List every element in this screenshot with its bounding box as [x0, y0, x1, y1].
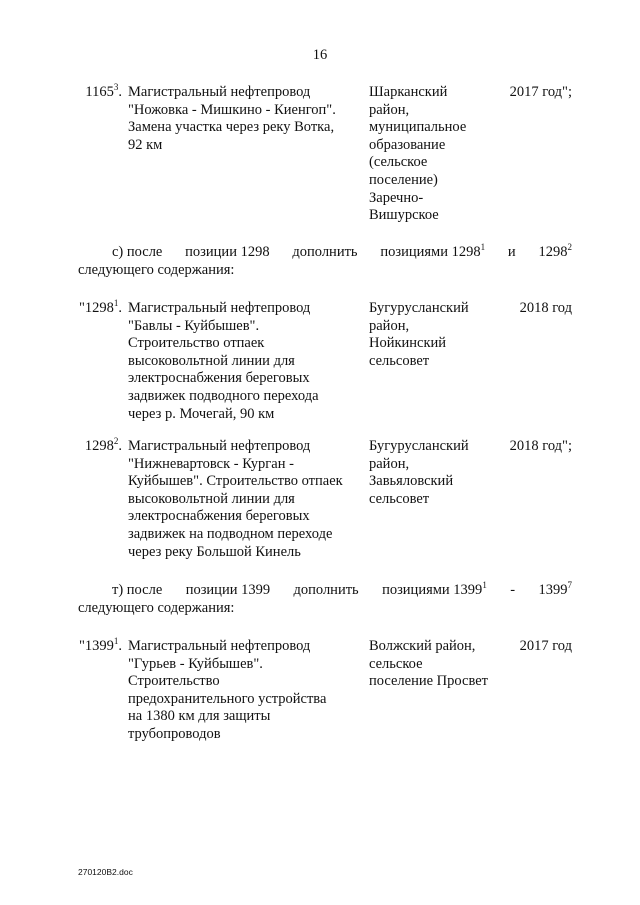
- instruction-t: т) после позиции 1399 дополнить позициями 1399$^1$ - 1399$^7$ следующего содержания:: [78, 580, 572, 616]
- footer-filename: 270120B2.doc: [78, 867, 133, 877]
- instruction-c: с) после позиции 1298 дополнить позициями 1298$^1$ и 1298$^2$ следующего содержания:: [78, 242, 572, 278]
- entry-position: 1298$^2$.: [84, 436, 122, 454]
- entry-description: Магистральный нефтепровод "Нижневартовск - Курган - Куйбышев". Строительство отпаек высоковольтной линии для электроснабжения береговых задвижек на подводном переходе через реку Большой Кинель: [128, 438, 343, 560]
- entry-year: 2017 год: [519, 638, 572, 654]
- entry-location: Бугурусланский район, Нойкинский сельсовет: [369, 300, 469, 369]
- entry-location: Бугурусланский район, Завьяловский сельсовет: [369, 438, 469, 507]
- entry-year: 2018 год";: [509, 438, 572, 454]
- entry-year: 2017 год";: [509, 84, 572, 100]
- entry-position: "1298$^1$.: [78, 298, 122, 316]
- entry-description: Магистральный нефтепровод "Бавлы - Куйбышев". Строительство отпаек высоковольтной линии для электроснабжения береговых задвижек подводного перехода через р. Мочегай, 90 км: [128, 300, 319, 422]
- page-number: 16: [312, 47, 328, 63]
- entry-description: Магистральный нефтепровод "Гурьев - Куйбышев". Строительство предохранительного устройства на 1380 км для защиты трубопроводов: [128, 638, 327, 742]
- entry-position: 1165$^3$.: [85, 82, 122, 100]
- entry-year: 2018 год: [519, 300, 572, 316]
- entry-location: Шарканский район, муниципальное образование (сельское поселение) Заречно- Вишурское: [369, 84, 467, 224]
- entry-position: "1399$^1$.: [78, 636, 122, 654]
- entry-location: Волжский район, сельское поселение Просвет: [369, 638, 488, 690]
- entry-description: Магистральный нефтепровод "Ножовка - Мишкино - Киенгоп". Замена участка через реку Вотка, 92 км: [128, 84, 336, 153]
